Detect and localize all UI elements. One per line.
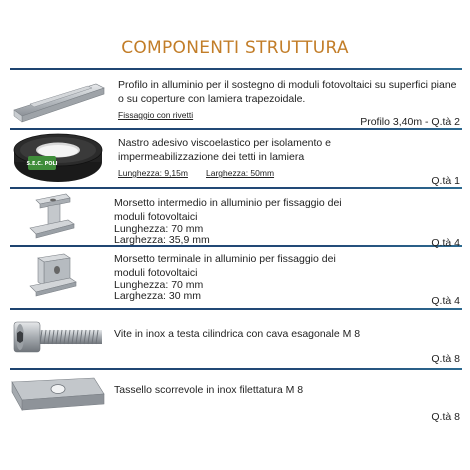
item-quantity: Q.tà 8	[431, 353, 460, 365]
item-quantity: Q.tà 8	[431, 411, 460, 423]
item-description: Morsetto intermedio in alluminio per fissaggio dei moduli fotovoltaici	[114, 197, 342, 223]
component-item-intermediate-clamp	[0, 189, 470, 249]
component-item-end-clamp	[0, 247, 470, 308]
item-quantity: Q.tà 4	[431, 295, 460, 307]
item-length: Lunghezza: 9,15m	[118, 168, 188, 178]
component-item-screw	[0, 310, 470, 368]
item-description: Vite in inox a testa cilindrica con cava esagonale M 8	[114, 328, 361, 340]
item-width: Larghezza: 30 mm	[114, 290, 201, 302]
item-note: Fissaggio con rivetti	[118, 110, 194, 120]
item-description: Morsetto terminale in alluminio per fissaggio dei moduli fotovoltaici	[114, 253, 336, 279]
item-length: Lunghezza: 70 mm	[114, 279, 204, 291]
item-quantity: Q.tà 4	[431, 237, 460, 249]
intermediate-clamp-image	[8, 192, 108, 242]
item-quantity: Profilo 3,40m - Q.tà 2	[360, 116, 460, 128]
item-description: Tassello scorrevole in inox filettatura M 8	[114, 384, 304, 396]
page-title: COMPONENTI STRUTTURA	[121, 38, 349, 58]
item-width: Larghezza: 50mm	[206, 168, 275, 178]
sliding-nut-image	[8, 374, 108, 422]
item-description: Profilo in alluminio per il sostegno di moduli fotovoltaici su superfici piane o su coperture con lamiera trapezoidale.	[118, 79, 457, 105]
item-width: Larghezza: 35,9 mm	[114, 234, 210, 246]
aluminium-profile-image	[8, 74, 108, 124]
hex-screw-image	[8, 316, 108, 360]
component-item-sliding-nut	[0, 370, 470, 430]
item-length: Lunghezza: 70 mm	[114, 223, 204, 235]
component-item-profile	[0, 70, 470, 128]
adhesive-tape-image	[8, 132, 108, 184]
tape-brand-label: S.E.C. POLI	[26, 161, 58, 167]
component-item-tape	[0, 130, 470, 187]
item-description: Nastro adesivo viscoelastico per isolamento e impermeabilizzazione dei tetti in lamiera	[118, 137, 332, 163]
end-clamp-image	[8, 252, 108, 302]
item-quantity: Q.tà 1	[431, 175, 460, 187]
